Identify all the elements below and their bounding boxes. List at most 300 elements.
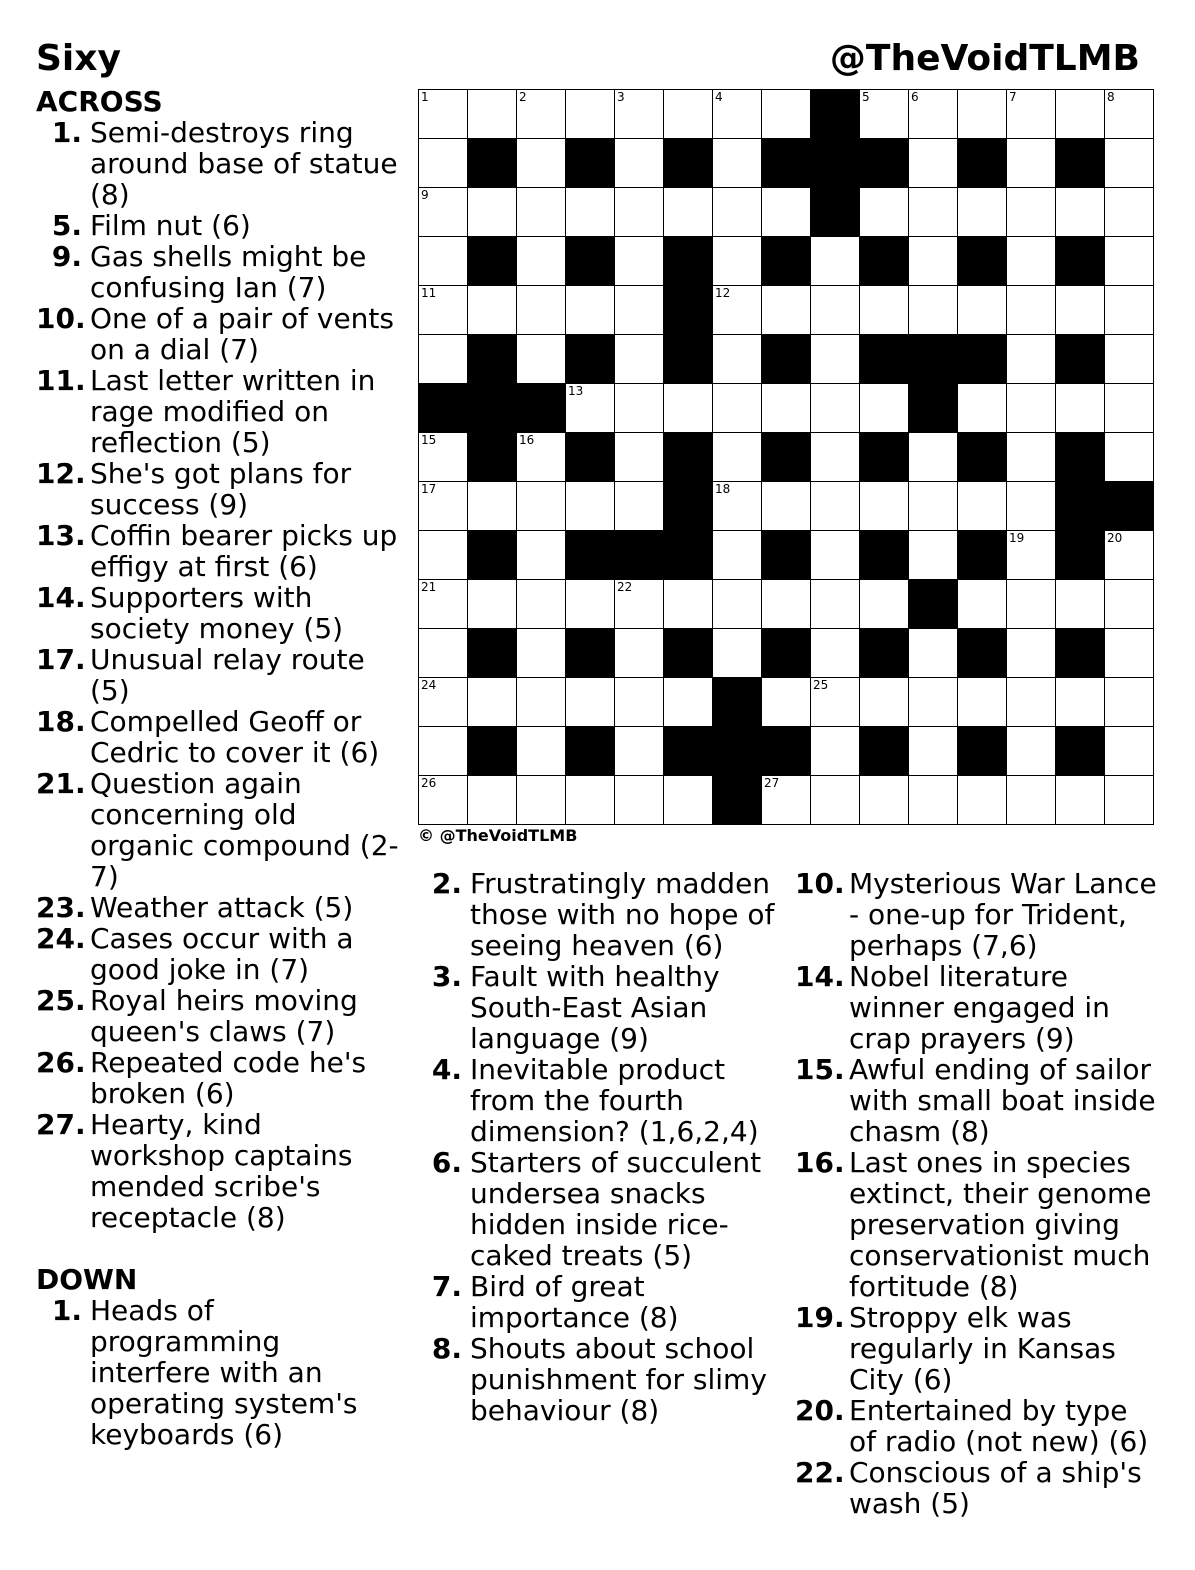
clue-text: Heads of programming interfere with an operating system's keyboards (6)	[90, 1294, 358, 1451]
grid-cell[interactable]	[1007, 286, 1056, 335]
grid-cell[interactable]	[468, 678, 517, 727]
grid-cell[interactable]	[1105, 727, 1154, 776]
clue-text: Starters of succulent undersea snacks hidden inside rice-caked treats (5)	[470, 1146, 762, 1272]
grid-block	[860, 433, 909, 482]
grid-cell[interactable]	[419, 776, 468, 825]
grid-block	[615, 531, 664, 580]
grid-cell[interactable]	[566, 482, 615, 531]
grid-cell[interactable]	[615, 139, 664, 188]
grid-cell[interactable]	[713, 139, 762, 188]
clue-item	[36, 923, 404, 985]
grid-cell[interactable]	[615, 727, 664, 776]
grid-cell[interactable]	[762, 482, 811, 531]
grid-cell[interactable]	[1056, 776, 1105, 825]
grid-cell[interactable]	[909, 433, 958, 482]
grid-cell[interactable]	[860, 776, 909, 825]
clue-item	[36, 1047, 404, 1109]
grid-cell[interactable]	[615, 90, 664, 139]
grid-cell[interactable]	[664, 90, 713, 139]
grid-cell[interactable]	[419, 139, 468, 188]
grid-cell[interactable]	[517, 629, 566, 678]
clue-item	[795, 1395, 1163, 1457]
grid-cell[interactable]	[615, 335, 664, 384]
clue-text: Semi-destroys ring around base of statue (8)	[90, 116, 398, 211]
clue-item	[36, 458, 404, 520]
grid-block	[419, 384, 468, 433]
grid-cell[interactable]	[762, 384, 811, 433]
grid-cell[interactable]	[517, 90, 566, 139]
grid-cell[interactable]	[419, 678, 468, 727]
clue-number: 7.	[431, 1270, 462, 1303]
grid-cell[interactable]	[664, 188, 713, 237]
clue-item	[795, 1457, 1163, 1519]
grid-block	[762, 139, 811, 188]
grid-cell[interactable]	[909, 139, 958, 188]
grid-block	[664, 237, 713, 286]
clue-number: 13.	[36, 519, 86, 552]
clue-text: Cases occur with a good joke in (7)	[90, 922, 354, 986]
grid-cell[interactable]	[958, 188, 1007, 237]
clue-number: 27.	[36, 1108, 86, 1141]
grid-block	[566, 629, 615, 678]
grid-cell[interactable]	[958, 678, 1007, 727]
cell-number: 7	[1009, 90, 1017, 104]
grid-cell[interactable]	[713, 335, 762, 384]
clue-item	[36, 644, 404, 706]
grid-cell[interactable]	[517, 335, 566, 384]
grid-block	[468, 237, 517, 286]
grid-cell[interactable]	[615, 237, 664, 286]
grid-cell[interactable]	[615, 188, 664, 237]
grid-cell[interactable]	[517, 237, 566, 286]
clue-text: Bird of great importance (8)	[470, 1270, 679, 1334]
cell-number: 3	[617, 90, 625, 104]
grid-cell[interactable]	[1007, 384, 1056, 433]
grid-block	[1056, 237, 1105, 286]
grid-cell[interactable]	[811, 384, 860, 433]
grid-cell[interactable]	[517, 776, 566, 825]
clue-number: 19.	[795, 1301, 845, 1334]
clue-item	[420, 868, 790, 961]
clue-number: 4.	[431, 1053, 462, 1086]
clue-number: 10.	[795, 867, 845, 900]
grid-cell[interactable]	[958, 286, 1007, 335]
clue-item	[36, 706, 404, 768]
grid-cell[interactable]	[958, 482, 1007, 531]
grid-cell[interactable]	[615, 384, 664, 433]
grid-cell[interactable]	[615, 286, 664, 335]
cell-number: 8	[1107, 90, 1115, 104]
grid-cell[interactable]	[860, 482, 909, 531]
grid-cell[interactable]	[468, 188, 517, 237]
clue-text: She's got plans for success (9)	[90, 457, 352, 521]
grid-cell[interactable]	[762, 90, 811, 139]
grid-block	[664, 433, 713, 482]
cell-number: 20	[1107, 531, 1123, 545]
grid-block	[811, 90, 860, 139]
grid-cell[interactable]	[811, 237, 860, 286]
grid-block	[958, 629, 1007, 678]
clue-item	[36, 1109, 404, 1233]
clue-item	[795, 1054, 1163, 1147]
grid-cell[interactable]	[860, 678, 909, 727]
grid-cell[interactable]	[1007, 139, 1056, 188]
grid-block	[811, 188, 860, 237]
grid-block	[1056, 482, 1105, 531]
grid-cell[interactable]	[762, 286, 811, 335]
grid-cell[interactable]	[1056, 580, 1105, 629]
clue-number: 8.	[431, 1332, 462, 1365]
grid-cell[interactable]	[860, 384, 909, 433]
grid-block	[1056, 531, 1105, 580]
clue-item	[795, 1147, 1163, 1302]
grid-cell[interactable]	[1105, 580, 1154, 629]
across-clue-list	[36, 117, 404, 1233]
clue-number: 9.	[51, 240, 82, 273]
clue-number: 1.	[51, 1294, 82, 1327]
grid-cell[interactable]	[517, 580, 566, 629]
grid-block	[468, 384, 517, 433]
grid-block	[860, 531, 909, 580]
grid-block	[566, 727, 615, 776]
grid-cell[interactable]	[860, 188, 909, 237]
grid-cell[interactable]	[517, 531, 566, 580]
grid-cell[interactable]	[811, 678, 860, 727]
grid-cell[interactable]	[419, 482, 468, 531]
clue-number: 11.	[36, 364, 86, 397]
grid-cell[interactable]	[909, 188, 958, 237]
clue-text: Unusual relay route (5)	[90, 643, 365, 707]
cell-number: 6	[911, 90, 919, 104]
clue-number: 18.	[36, 705, 86, 738]
grid-block	[860, 237, 909, 286]
grid-cell[interactable]	[958, 580, 1007, 629]
grid-cell[interactable]	[468, 482, 517, 531]
down-clue-list-col3	[795, 868, 1163, 1519]
grid-cell[interactable]	[664, 678, 713, 727]
grid-cell[interactable]	[1105, 776, 1154, 825]
grid-block	[468, 335, 517, 384]
grid-cell[interactable]	[1105, 139, 1154, 188]
grid-block	[566, 531, 615, 580]
grid-cell[interactable]	[811, 335, 860, 384]
clue-item	[36, 768, 404, 892]
puzzle-title: Sixy	[36, 38, 121, 79]
grid-block	[958, 139, 1007, 188]
grid-cell[interactable]	[1105, 90, 1154, 139]
clue-text: Mysterious War Lance - one-up for Trident, perhaps (7,6)	[849, 867, 1157, 962]
grid-cell[interactable]	[517, 139, 566, 188]
grid-cell[interactable]	[419, 433, 468, 482]
clue-text: Stroppy elk was regularly in Kansas City (6)	[849, 1301, 1116, 1396]
grid-cell[interactable]	[762, 188, 811, 237]
grid-cell[interactable]	[909, 678, 958, 727]
grid-cell[interactable]	[762, 776, 811, 825]
cell-number: 26	[421, 776, 437, 790]
grid-cell[interactable]	[713, 531, 762, 580]
down-heading: DOWN	[36, 1263, 138, 1296]
grid-cell[interactable]	[517, 188, 566, 237]
grid-cell[interactable]	[1105, 188, 1154, 237]
clue-item	[795, 1302, 1163, 1395]
grid-cell[interactable]	[566, 90, 615, 139]
grid-cell[interactable]	[1056, 90, 1105, 139]
copyright-notice: © @TheVoidTLMB	[418, 826, 578, 845]
grid-block	[566, 139, 615, 188]
grid-cell[interactable]	[1056, 384, 1105, 433]
grid-cell[interactable]	[419, 286, 468, 335]
grid-cell[interactable]	[860, 90, 909, 139]
clue-item	[795, 961, 1163, 1054]
grid-cell[interactable]	[1007, 678, 1056, 727]
down-clue-list-col1	[36, 1295, 404, 1450]
grid-block	[860, 139, 909, 188]
clue-number: 25.	[36, 984, 86, 1017]
clue-text: Compelled Geoff or Cedric to cover it (6)	[90, 705, 380, 769]
grid-block	[517, 384, 566, 433]
grid-cell[interactable]	[713, 237, 762, 286]
grid-cell[interactable]	[1007, 433, 1056, 482]
clue-item	[36, 241, 404, 303]
grid-cell[interactable]	[909, 531, 958, 580]
grid-block	[468, 629, 517, 678]
clue-text: Inevitable product from the fourth dimension? (1,6,2,4)	[470, 1053, 759, 1148]
grid-cell[interactable]	[517, 727, 566, 776]
clue-text: One of a pair of vents on a dial (7)	[90, 302, 394, 366]
grid-cell[interactable]	[909, 629, 958, 678]
grid-cell[interactable]	[468, 286, 517, 335]
grid-cell[interactable]	[615, 482, 664, 531]
clue-text: Hearty, kind workshop captains mended scribe's receptacle (8)	[90, 1108, 353, 1234]
grid-cell[interactable]	[713, 90, 762, 139]
clue-item	[420, 1147, 790, 1271]
grid-cell[interactable]	[1007, 90, 1056, 139]
grid-cell[interactable]	[517, 286, 566, 335]
cell-number: 15	[421, 433, 437, 447]
grid-cell[interactable]	[664, 580, 713, 629]
clue-text: Repeated code he's broken (6)	[90, 1046, 367, 1110]
clue-text: Weather attack (5)	[90, 891, 354, 924]
grid-cell[interactable]	[419, 727, 468, 776]
grid-cell[interactable]	[811, 580, 860, 629]
grid-cell[interactable]	[615, 433, 664, 482]
grid-cell[interactable]	[713, 433, 762, 482]
grid-cell[interactable]	[517, 678, 566, 727]
clue-number: 23.	[36, 891, 86, 924]
grid-block	[468, 433, 517, 482]
grid-cell[interactable]	[1105, 629, 1154, 678]
grid-cell[interactable]	[566, 384, 615, 433]
grid-cell[interactable]	[1056, 286, 1105, 335]
grid-block	[566, 433, 615, 482]
cell-number: 5	[862, 90, 870, 104]
grid-cell[interactable]	[811, 629, 860, 678]
grid-cell[interactable]	[860, 580, 909, 629]
grid-cell[interactable]	[615, 678, 664, 727]
grid-cell[interactable]	[566, 776, 615, 825]
clue-item	[420, 961, 790, 1054]
cell-number: 21	[421, 580, 437, 594]
grid-block	[664, 139, 713, 188]
grid-cell[interactable]	[1007, 237, 1056, 286]
grid-cell[interactable]	[566, 678, 615, 727]
grid-cell[interactable]	[468, 580, 517, 629]
grid-cell[interactable]	[1105, 531, 1154, 580]
grid-cell[interactable]	[1007, 629, 1056, 678]
clue-number: 14.	[795, 960, 845, 993]
grid-block	[762, 433, 811, 482]
grid-cell[interactable]	[811, 433, 860, 482]
grid-cell[interactable]	[419, 90, 468, 139]
clue-text: Royal heirs moving queen's claws (7)	[90, 984, 358, 1048]
grid-cell[interactable]	[419, 629, 468, 678]
clue-text: Conscious of a ship's wash (5)	[849, 1456, 1142, 1520]
grid-block	[468, 727, 517, 776]
grid-cell[interactable]	[419, 237, 468, 286]
clue-text: Question again concerning old organic compound (2-7)	[90, 767, 399, 893]
grid-cell[interactable]	[1105, 678, 1154, 727]
grid-cell[interactable]	[517, 482, 566, 531]
grid-block	[468, 531, 517, 580]
grid-block	[664, 727, 713, 776]
clue-number: 22.	[795, 1456, 845, 1489]
clue-text: Film nut (6)	[90, 209, 251, 242]
cell-number: 25	[813, 678, 829, 692]
grid-cell[interactable]	[713, 188, 762, 237]
clue-item	[36, 210, 404, 241]
grid-cell[interactable]	[909, 776, 958, 825]
grid-cell[interactable]	[1105, 335, 1154, 384]
grid-cell[interactable]	[713, 384, 762, 433]
grid-cell[interactable]	[1007, 188, 1056, 237]
grid-cell[interactable]	[811, 531, 860, 580]
grid-cell[interactable]	[909, 237, 958, 286]
grid-cell[interactable]	[468, 90, 517, 139]
grid-cell[interactable]	[1007, 531, 1056, 580]
grid-block	[664, 531, 713, 580]
grid-cell[interactable]	[1105, 286, 1154, 335]
clue-text: Coffin bearer picks up effigy at first (6)	[90, 519, 398, 583]
grid-cell[interactable]	[664, 776, 713, 825]
grid-cell[interactable]	[419, 188, 468, 237]
grid-block	[909, 335, 958, 384]
grid-block	[664, 286, 713, 335]
grid-block	[762, 629, 811, 678]
grid-block	[468, 139, 517, 188]
grid-cell[interactable]	[1105, 384, 1154, 433]
cell-number: 1	[421, 90, 429, 104]
clue-number: 20.	[795, 1394, 845, 1427]
clue-item	[36, 985, 404, 1047]
grid-block	[958, 335, 1007, 384]
grid-block	[860, 629, 909, 678]
clue-item	[36, 117, 404, 210]
grid-block	[811, 139, 860, 188]
grid-block	[713, 678, 762, 727]
grid-cell[interactable]	[713, 629, 762, 678]
grid-cell[interactable]	[566, 188, 615, 237]
clue-number: 21.	[36, 767, 86, 800]
clue-number: 1.	[51, 116, 82, 149]
grid-cell[interactable]	[713, 482, 762, 531]
grid-cell[interactable]	[1105, 433, 1154, 482]
grid-cell[interactable]	[419, 580, 468, 629]
clue-item	[36, 303, 404, 365]
grid-cell[interactable]	[909, 286, 958, 335]
grid-cell[interactable]	[664, 384, 713, 433]
grid-cell[interactable]	[811, 776, 860, 825]
grid-cell[interactable]	[762, 678, 811, 727]
clue-item	[420, 1271, 790, 1333]
grid-cell[interactable]	[1056, 678, 1105, 727]
grid-cell[interactable]	[909, 727, 958, 776]
grid-cell[interactable]	[566, 580, 615, 629]
grid-block	[909, 384, 958, 433]
grid-cell[interactable]	[811, 482, 860, 531]
clue-text: Last ones in species extinct, their genome preservation giving conservationist much fortitude (8)	[849, 1146, 1152, 1303]
grid-cell[interactable]	[958, 776, 1007, 825]
clue-text: Last letter written in rage modified on reflection (5)	[90, 364, 376, 459]
grid-block	[1056, 335, 1105, 384]
grid-cell[interactable]	[958, 90, 1007, 139]
grid-cell[interactable]	[1007, 335, 1056, 384]
clue-number: 2.	[431, 867, 462, 900]
clue-item	[795, 868, 1163, 961]
grid-cell[interactable]	[566, 286, 615, 335]
grid-cell[interactable]	[713, 580, 762, 629]
clue-number: 10.	[36, 302, 86, 335]
grid-cell[interactable]	[1007, 482, 1056, 531]
cell-number: 19	[1009, 531, 1025, 545]
grid-cell[interactable]	[860, 286, 909, 335]
grid-block	[1056, 139, 1105, 188]
clue-number: 15.	[795, 1053, 845, 1086]
grid-cell[interactable]	[615, 629, 664, 678]
grid-cell[interactable]	[1007, 727, 1056, 776]
grid-cell[interactable]	[517, 433, 566, 482]
grid-block	[958, 531, 1007, 580]
grid-cell[interactable]	[1007, 580, 1056, 629]
cell-number: 13	[568, 384, 584, 398]
cell-number: 11	[421, 286, 437, 300]
grid-cell[interactable]	[419, 531, 468, 580]
grid-cell[interactable]	[1056, 188, 1105, 237]
grid-block	[1105, 482, 1154, 531]
grid-cell[interactable]	[762, 580, 811, 629]
grid-cell[interactable]	[615, 776, 664, 825]
cell-number: 14	[911, 384, 927, 398]
grid-cell[interactable]	[958, 384, 1007, 433]
grid-cell[interactable]	[1007, 776, 1056, 825]
grid-cell[interactable]	[811, 286, 860, 335]
grid-cell[interactable]	[1105, 237, 1154, 286]
cell-number: 17	[421, 482, 437, 496]
clue-item	[36, 520, 404, 582]
grid-cell[interactable]	[468, 776, 517, 825]
grid-cell[interactable]	[713, 286, 762, 335]
clue-text: Gas shells might be confusing Ian (7)	[90, 240, 367, 304]
grid-cell[interactable]	[909, 90, 958, 139]
grid-cell[interactable]	[909, 482, 958, 531]
grid-cell[interactable]	[811, 727, 860, 776]
clue-number: 24.	[36, 922, 86, 955]
clue-item	[420, 1054, 790, 1147]
clue-text: Supporters with society money (5)	[90, 581, 344, 645]
grid-cell[interactable]	[615, 580, 664, 629]
grid-block	[860, 335, 909, 384]
cell-number: 4	[715, 90, 723, 104]
grid-cell[interactable]	[419, 335, 468, 384]
